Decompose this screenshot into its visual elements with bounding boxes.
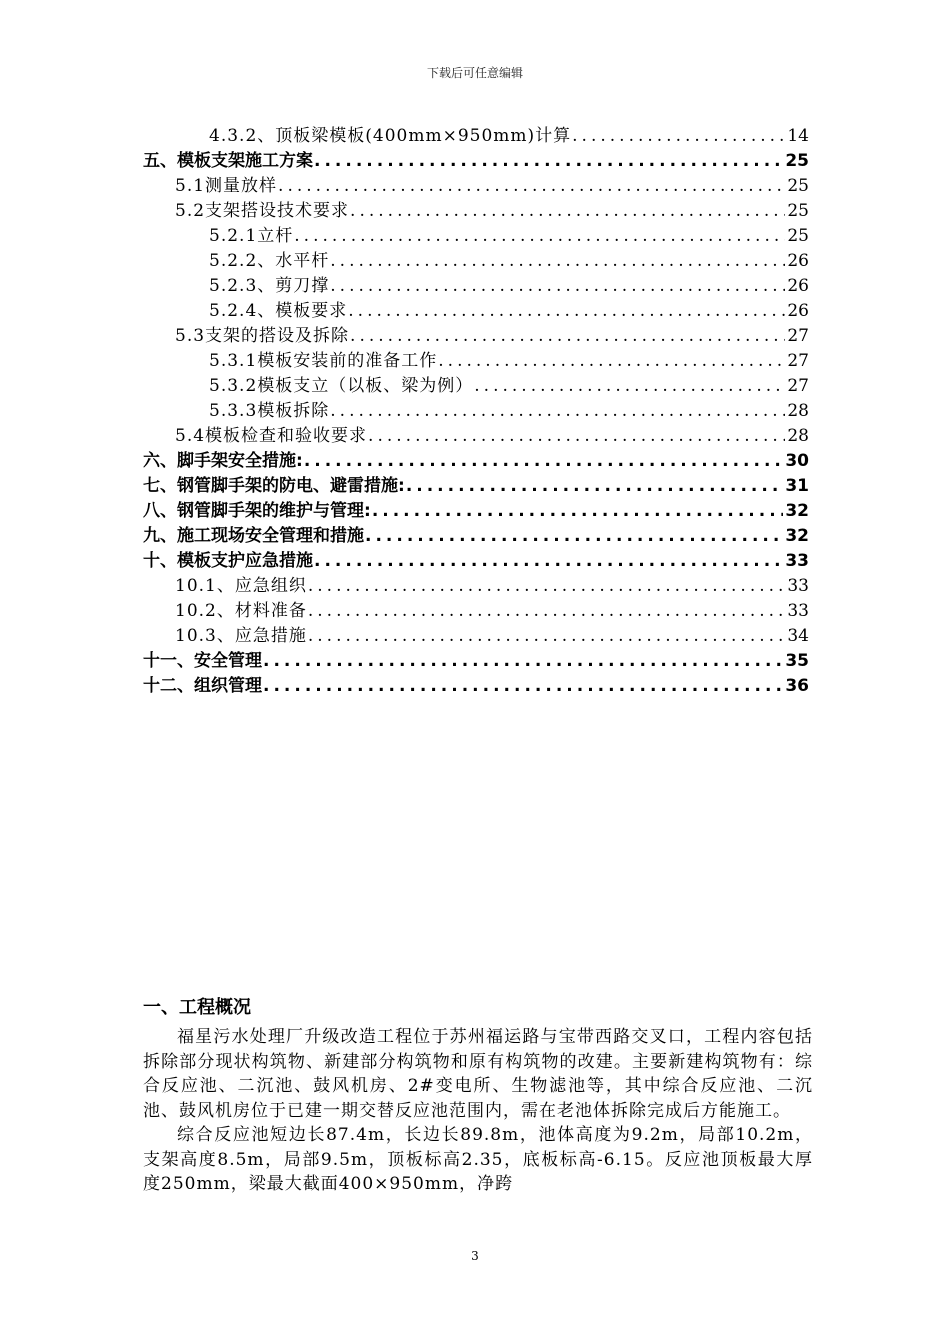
toc-dot-leader	[372, 499, 784, 524]
toc-entry-label: 10.2、材料准备	[175, 601, 307, 621]
section-overview	[143, 995, 813, 1197]
toc-entry-page: 28	[787, 401, 809, 421]
toc-dot-leader	[330, 249, 785, 274]
toc-entry[interactable]	[143, 399, 809, 424]
toc-entry[interactable]	[143, 149, 809, 174]
toc-entry[interactable]	[143, 499, 809, 524]
toc-entry-page: 25	[787, 176, 809, 196]
toc-entry-label: 5.2.2、水平杆	[209, 251, 330, 271]
toc-dot-leader	[294, 224, 785, 249]
page-header: 下载后可任意编辑	[426, 66, 523, 80]
toc-dot-leader	[263, 674, 783, 699]
toc-entry-label: 10.3、应急措施	[175, 626, 307, 646]
toc-entry-page: 32	[785, 526, 809, 546]
toc-entry[interactable]	[143, 574, 809, 599]
toc-entry[interactable]	[143, 374, 809, 399]
toc-entry[interactable]	[143, 324, 809, 349]
toc-entry-page: 27	[787, 351, 809, 371]
toc-entry-page: 25	[787, 201, 809, 221]
page-number: 3	[471, 1249, 479, 1263]
section-heading: 一、工程概况	[143, 997, 251, 1018]
toc-entry[interactable]	[143, 524, 809, 549]
toc-dot-leader	[474, 374, 785, 399]
toc-dot-leader	[330, 274, 785, 299]
toc-entry[interactable]	[143, 624, 809, 649]
toc-dot-leader	[572, 124, 785, 149]
toc-entry[interactable]	[143, 674, 809, 699]
toc-entry-page: 33	[785, 551, 809, 571]
toc-entry-label: 五、模板支架施工方案	[143, 151, 313, 171]
toc-entry-label: 5.4模板检查和验收要求	[175, 426, 368, 446]
toc-entry-label: 5.2支架搭设技术要求	[175, 201, 350, 221]
toc-dot-leader	[314, 149, 783, 174]
toc-entry[interactable]	[143, 549, 809, 574]
toc-entry-label: 十二、组织管理	[143, 676, 262, 696]
toc-entry[interactable]	[143, 474, 809, 499]
toc-entry-page: 26	[787, 301, 809, 321]
toc-entry-page: 36	[785, 676, 809, 696]
toc-entry[interactable]	[143, 224, 809, 249]
toc-entry[interactable]	[143, 349, 809, 374]
toc-entry[interactable]	[143, 599, 809, 624]
toc-entry-label: 5.3.3模板拆除	[209, 401, 330, 421]
toc-entry[interactable]	[143, 299, 809, 324]
toc-entry-page: 27	[787, 376, 809, 396]
toc-entry-page: 33	[787, 576, 809, 596]
toc-entry[interactable]	[143, 124, 809, 149]
toc-entry-page: 30	[785, 451, 809, 471]
toc-entry-label: 十一、安全管理	[143, 651, 262, 671]
toc-dot-leader	[406, 474, 784, 499]
toc-entry-label: 5.1测量放样	[175, 176, 278, 196]
toc-entry-page: 34	[787, 626, 809, 646]
toc-dot-leader	[308, 599, 786, 624]
toc-entry-page: 31	[785, 476, 809, 496]
toc-entry[interactable]	[143, 174, 809, 199]
toc-dot-leader	[368, 424, 785, 449]
toc-entry-page: 25	[785, 151, 809, 171]
section-paragraph-1: 福星污水处理厂升级改造工程位于苏州福运路与宝带西路交叉口，工程内容包括拆除部分现状构筑物、新建部分构筑物和原有构筑物的改建。主要新建构筑物有：综合反应池、二沉池、鼓风机房、2#变电所、生物滤池等，其中综合反应池、二沉池、鼓风机房位于已建一期交替反应池范围内，需在老池体拆除完成后方能施工。	[143, 1027, 813, 1121]
toc-entry-label: 十、模板支护应急措施	[143, 551, 313, 571]
toc-dot-leader	[314, 549, 783, 574]
toc-dot-leader	[308, 624, 786, 649]
toc-entry[interactable]	[143, 199, 809, 224]
toc-entry-page: 32	[785, 501, 809, 521]
toc-dot-leader	[350, 199, 785, 224]
toc-dot-leader	[438, 349, 785, 374]
toc-dot-leader	[304, 449, 784, 474]
toc-entry-label: 5.3支架的搭设及拆除	[175, 326, 350, 346]
toc-entry-label: 5.3.1模板安装前的准备工作	[209, 351, 438, 371]
toc-entry-label: 九、施工现场安全管理和措施	[143, 526, 364, 546]
toc-entry-label: 5.2.1立杆	[209, 226, 294, 246]
table-of-contents	[143, 124, 809, 699]
toc-entry[interactable]	[143, 449, 809, 474]
toc-dot-leader	[308, 574, 786, 599]
toc-entry-label: 六、脚手架安全措施:	[143, 451, 303, 471]
toc-entry-label: 5.3.2模板支立（以板、梁为例）	[209, 376, 474, 396]
toc-entry-label: 七、钢管脚手架的防电、避雷措施:	[143, 476, 405, 496]
toc-entry-page: 26	[787, 276, 809, 296]
toc-entry-label: 10.1、应急组织	[175, 576, 307, 596]
toc-entry-label: 5.2.4、模板要求	[209, 301, 348, 321]
toc-entry-page: 35	[785, 651, 809, 671]
toc-entry-page: 27	[787, 326, 809, 346]
toc-entry-page: 25	[787, 226, 809, 246]
toc-dot-leader	[263, 649, 783, 674]
toc-entry-page: 14	[787, 126, 809, 146]
toc-entry-label: 八、钢管脚手架的维护与管理:	[143, 501, 371, 521]
toc-dot-leader	[350, 324, 785, 349]
toc-entry[interactable]	[143, 249, 809, 274]
toc-entry-page: 28	[787, 426, 809, 446]
toc-dot-leader	[278, 174, 785, 199]
section-paragraph-2: 综合反应池短边长87.4m，长边长89.8m，池体高度为9.2m，局部10.2m，支架高度8.5m，局部9.5m，顶板标高2.35，底板标高-6.15。反应池顶板最大厚度250mm，梁最大截面400×950mm，净跨	[143, 1125, 813, 1194]
toc-entry[interactable]	[143, 274, 809, 299]
toc-entry-page: 33	[787, 601, 809, 621]
toc-dot-leader	[348, 299, 785, 324]
toc-entry-page: 26	[787, 251, 809, 271]
toc-dot-leader	[330, 399, 785, 424]
toc-dot-leader	[365, 524, 783, 549]
toc-entry[interactable]	[143, 649, 809, 674]
toc-entry[interactable]	[143, 424, 809, 449]
toc-entry-label: 4.3.2、顶板梁模板(400mm×950mm)计算	[209, 126, 572, 146]
toc-entry-label: 5.2.3、剪刀撑	[209, 276, 330, 296]
